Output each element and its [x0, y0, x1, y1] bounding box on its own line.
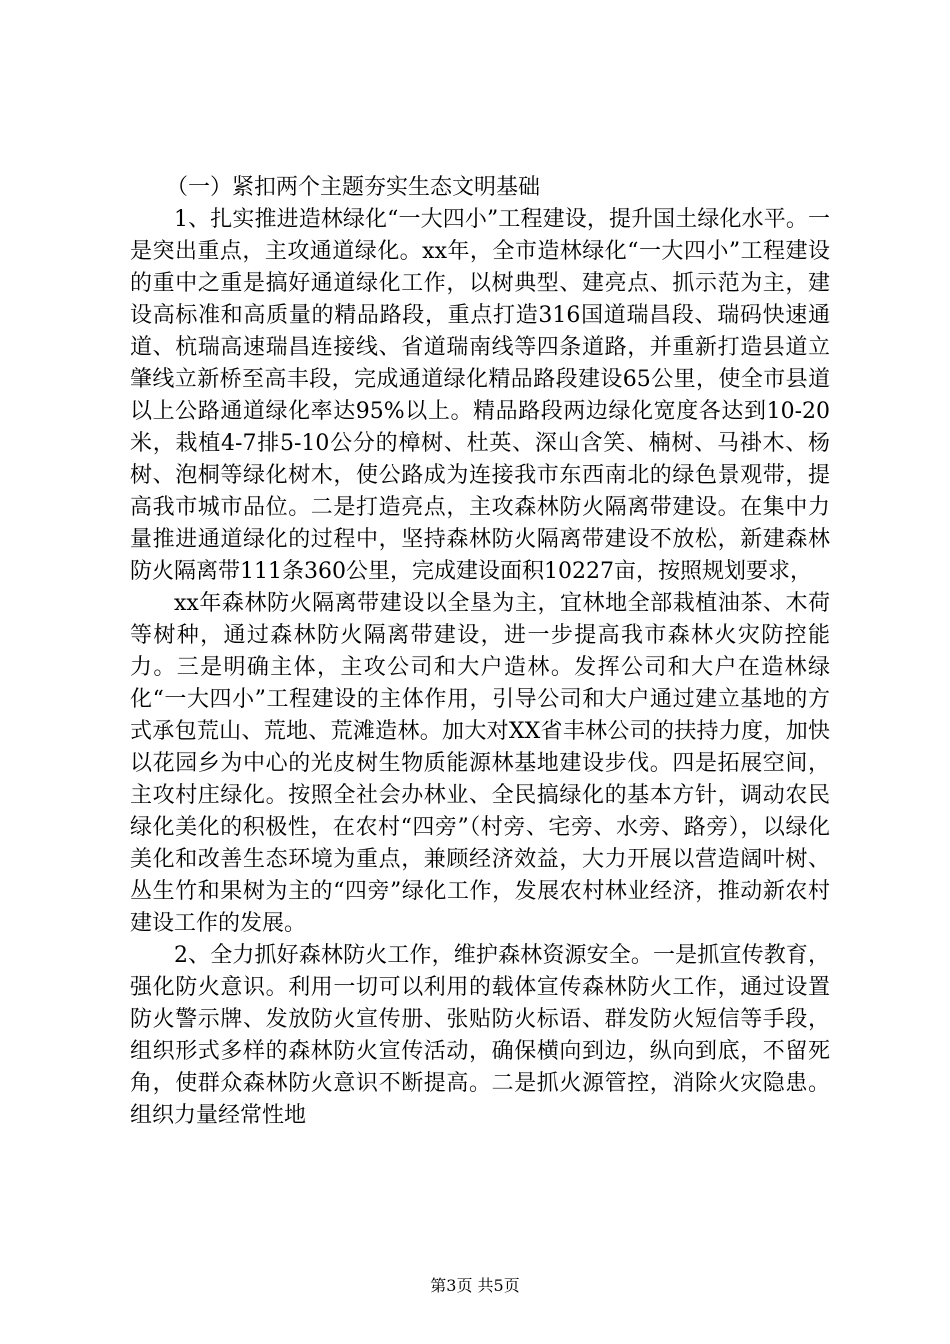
paragraph-1: 1、扎实推进造林绿化“一大四小”工程建设，提升国土绿化水平。一是突出重点，主攻通道绿化。xx年，全市造林绿化“一大四小”工程建设的重中之重是搞好通道绿化工作，以树典型、建亮点、抓示范为主，建设高标准和高质量的精品路段，重点打造316国道瑞昌段、瑞码快速通道、杭瑞高速瑞昌连接线、省道瑞南线等四条道路，并重新打造县道立肇线立新桥至高丰段，完成通道绿化精品路段建设65公里，使全市县道以上公路通道绿化率达95%以上。精品路段两边绿化宽度各达到10-20米，栽植4-7排5-10公分的樟树、杜英、深山含笑、楠树、马褂木、杨树、泡桐等绿化树木，使公路成为连接我市东西南北的绿色景观带，提高我市城市品位。二是打造亮点，主攻森林防火隔离带建设。在集中力量推进通道绿化的过程中，坚持森林防火隔离带建设不放松，新建森林防火隔离带111条360公里，完成建设面积10227亩，按照规划要求，: [130, 207, 830, 584]
paragraph-3: 2、全力抓好森林防火工作，维护森林资源安全。一是抓宣传教育，强化防火意识。利用一切可以利用的载体宣传森林防火工作，通过设置防火警示牌、发放防火宣传册、张贴防火标语、群发防火短信等手段，组织形式多样的森林防火宣传活动，确保横向到边，纵向到底，不留死角，使群众森林防火意识不断提高。二是抓火源管控，消除火灾隐患。组织力量经常性地: [130, 943, 830, 1128]
document-body: [130, 172, 830, 1132]
paragraph-2: xx年森林防火隔离带建设以全垦为主，宜林地全部栽植油茶、木荷等树种，通过森林防火隔离带建设，进一步提高我市森林火灾防控能力。三是明确主体，主攻公司和大户造林。发挥公司和大户在造林绿化“一大四小”工程建设的主体作用，引导公司和大户通过建立基地的方式承包荒山、荒地、荒滩造林。加大对XX省丰林公司的扶持力度，加快以花园乡为中心的光皮树生物质能源林基地建设步伐。四是拓展空间，主攻村庄绿化。按照全社会办林业、全民搞绿化的基本方针，调动农民绿化美化的积极性，在农村“四旁”（村旁、宅旁、水旁、路旁），以绿化美化和改善生态环境为重点，兼顾经济效益，大力开展以营造阔叶树、丛生竹和果树为主的“四旁”绿化工作，发展农村林业经济，推动新农村建设工作的发展。: [130, 591, 830, 936]
section-heading: （一）紧扣两个主题夯实生态文明基础: [166, 175, 541, 200]
page-number-footer: 第3页 共5页: [430, 1276, 520, 1295]
